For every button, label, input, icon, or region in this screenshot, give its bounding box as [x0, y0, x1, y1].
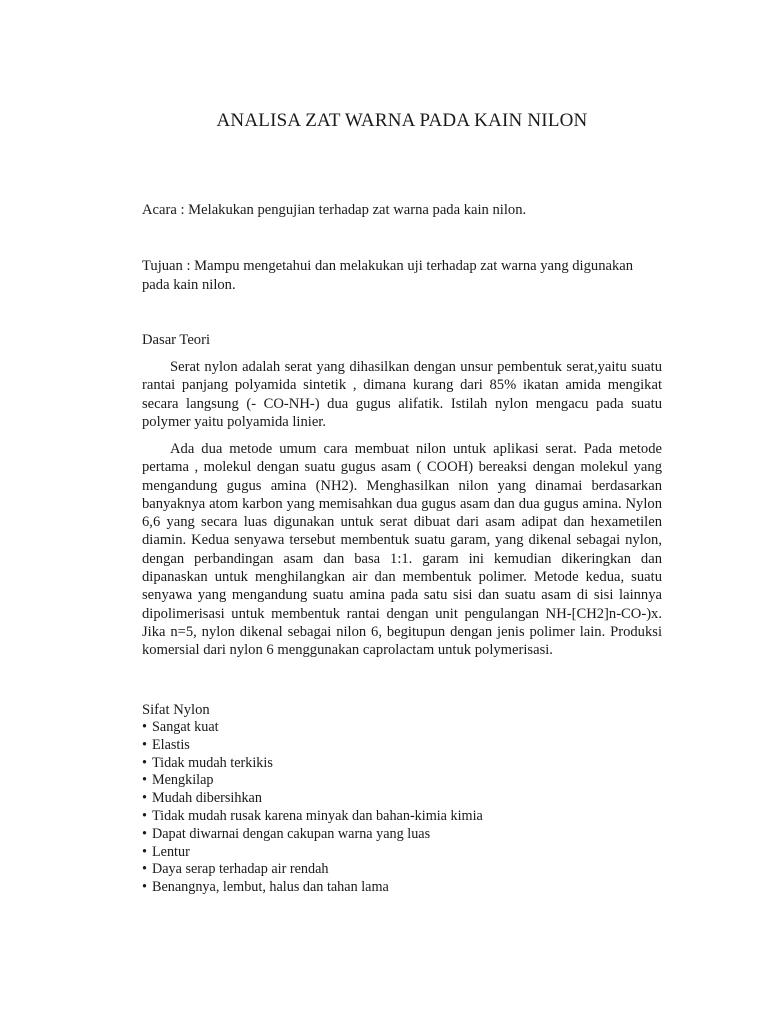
list-item: [142, 844, 483, 862]
dasar-teori-heading: Dasar Teori: [142, 332, 211, 348]
list-item-text: Mudah dibersihkan: [152, 790, 262, 807]
bullet-icon: •: [142, 807, 147, 824]
bullet-icon: •: [142, 754, 147, 771]
list-item: [142, 879, 483, 897]
list-item-text: Mengkilap: [152, 772, 214, 789]
bullet-icon: •: [142, 879, 147, 896]
list-item-text: Tidak mudah terkikis: [152, 754, 273, 771]
bullet-icon: •: [142, 772, 147, 789]
list-item: [142, 808, 483, 826]
bullet-icon: •: [142, 790, 147, 807]
list-item: [142, 755, 483, 773]
list-item: [142, 772, 483, 790]
list-item-text: Sangat kuat: [152, 719, 219, 735]
bullet-icon: •: [142, 861, 147, 878]
sifat-nylon-list: [142, 719, 483, 897]
acara-line: Acara : Melakukan pengujian terhadap zat warna pada kain nilon.: [142, 202, 527, 218]
list-item-text: Dapat diwarnai dengan cakupan warna yang luas: [152, 825, 431, 842]
dasar-teori-paragraph-2: Ada dua metode umum cara membuat nilon untuk aplikasi serat. Pada metode pertama , molekul dengan suatu gugus asam ( COOH) bereaksi dengan molekul yang mengandung gugus amina (NH2). Menghasilkan nilon yang dinamai berdasarkan banyaknya atom karbon yang memisahkan dua gugus asam dan dua gugus amina. Nylon 6,6 yang secara luas digunakan untuk serat dibuat dari asam adipat dan hexametilen diamin. Kedua senyawa tersebut membentuk suatu garam, yang dikenal sebagai nylon, dengan perbandingan asam dan basa 1:1. garam ini kemudian dikeringkan dan dipanaskan untuk menghilangkan air dan membentuk polimer. Metode kedua, suatu senyawa yang mengandung suatu amina pada satu sisi dan suatu asam di sisi lainnya dipolimerisasi untuk membentuk rantai dengan unit pengulangan NH-[CH2]n-CO-)x. Jika n=5, nylon dikenal sebagai nilon 6, begitupun dengan jenis polimer lain. Produksi komersial dari nylon 6 menggunakan caprolactam untuk polymerisasi.: [142, 441, 662, 659]
list-item-text: Benangnya, lembut, halus dan tahan lama: [152, 879, 389, 896]
tujuan-line-2: pada kain nilon.: [142, 277, 236, 293]
document-title: ANALISA ZAT WARNA PADA KAIN NILON: [216, 110, 588, 131]
dasar-teori-paragraph-1: Serat nylon adalah serat yang dihasilkan dengan unsur pembentuk serat,yaitu suatu rantai panjang polyamida sintetik , dimana kurang dari 85% ikatan amida mengikat secara langsung (- CO-NH-) dua gugus alifatik. Istilah nylon mengacu pada suatu polymer yaitu polyamida linier.: [142, 359, 662, 430]
tujuan-line-1: Tujuan : Mampu mengetahui dan melakukan uji terhadap zat warna yang digunakan: [142, 258, 634, 274]
list-item-text: Elastis: [152, 736, 190, 753]
list-item: [142, 826, 483, 844]
sifat-nylon-heading: Sifat Nylon: [142, 702, 210, 718]
bullet-icon: •: [142, 719, 147, 735]
list-item-text: Daya serap terhadap air rendah: [152, 861, 329, 878]
bullet-icon: •: [142, 843, 147, 860]
list-item: [142, 861, 483, 879]
list-item: [142, 790, 483, 808]
bullet-icon: •: [142, 825, 147, 842]
list-item: [142, 719, 483, 737]
list-item-text: Lentur: [152, 843, 190, 860]
bullet-icon: •: [142, 736, 147, 753]
list-item: [142, 737, 483, 755]
list-item-text: Tidak mudah rusak karena minyak dan bahan-kimia kimia: [152, 807, 483, 824]
